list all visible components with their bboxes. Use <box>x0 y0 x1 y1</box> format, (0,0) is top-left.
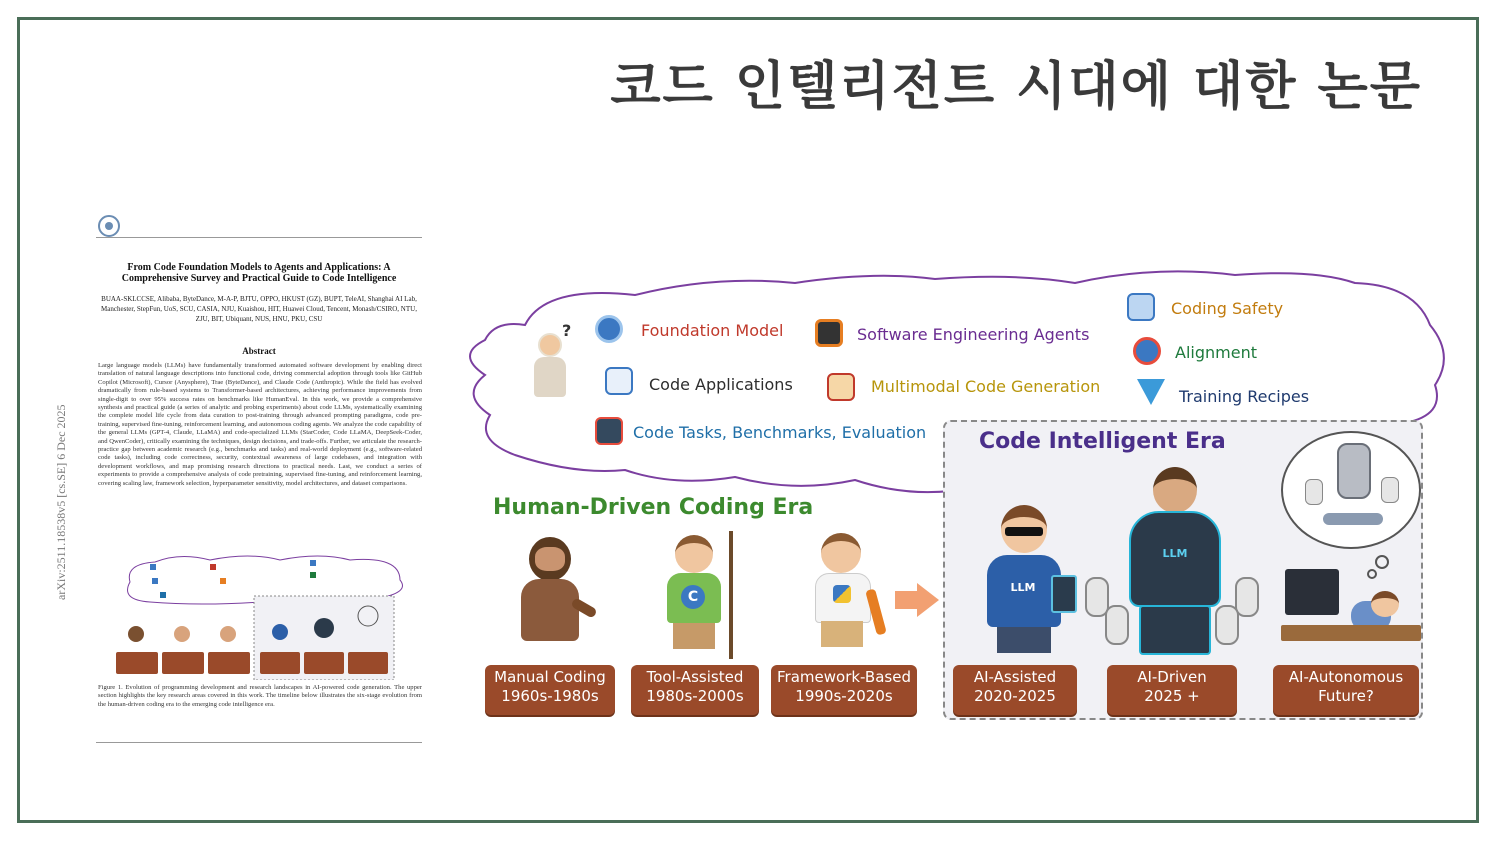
foundation-model-icon <box>595 315 623 343</box>
cloud-item-multimodal-code-generation: Multimodal Code Generation <box>871 377 1101 396</box>
evolution-figure <box>455 265 1455 725</box>
helper-robot-icon <box>1235 577 1259 617</box>
llm-armor-badge: LLM <box>1162 547 1188 560</box>
stage-period: 1990s-2020s <box>795 687 893 705</box>
python-logo-icon <box>833 585 851 603</box>
small-robot-icon <box>1381 477 1399 503</box>
code-tasks-icon <box>595 417 623 445</box>
stage-name: AI-Driven <box>1137 668 1207 686</box>
footer-rule <box>96 742 422 743</box>
helper-robot-icon <box>1215 605 1239 645</box>
cloud-item-training-recipes: Training Recipes <box>1179 387 1310 406</box>
stage-label-ai-assisted <box>953 665 1077 715</box>
small-robot-icon <box>1305 479 1323 505</box>
cloud-item-code-tasks: Code Tasks, Benchmarks, Evaluation <box>633 423 927 442</box>
cloud-item-foundation-model: Foundation Model <box>641 321 784 340</box>
university-logo-icon <box>98 215 120 237</box>
stage-label-ai-driven <box>1107 665 1237 715</box>
cloud-item-code-applications: Code Applications <box>649 375 793 394</box>
stage-period: 1960s-1980s <box>501 687 599 705</box>
stage-label-manual-coding <box>485 665 615 715</box>
cloud-item-software-engineering-agents: Software Engineering Agents <box>857 325 1090 344</box>
stage-period: Future? <box>1318 687 1374 705</box>
alignment-icon <box>1133 337 1161 365</box>
sleeping-developer-figure <box>1281 565 1421 657</box>
c-language-logo-icon: C <box>681 585 705 609</box>
stage-period: 2025 + <box>1144 687 1200 705</box>
figure-thumbnail <box>110 552 414 680</box>
era-transition-arrow-head <box>917 583 939 617</box>
stage-label-ai-autonomous <box>1273 665 1419 715</box>
caveman-figure <box>505 537 595 657</box>
figure-caption: Figure 1. Evolution of programming development and research landscapes in AI-powered code generation. The upper section highlights the key research areas covered in this work. The timeline below illustrates the six-stage evolution from the human-driven coding era to the emerging code intelligence era. <box>98 684 422 708</box>
abstract-heading: Abstract <box>242 346 276 356</box>
boy-with-spear-figure <box>655 535 745 659</box>
paper-title: From Code Foundation Models to Agents and Applications: A Comprehensive Survey and Practical Guide to Code Intelligence <box>121 262 397 284</box>
stage-label-framework-based <box>771 665 917 715</box>
helper-robot-icon <box>1105 605 1129 645</box>
multimodal-generation-icon <box>827 373 855 401</box>
stage-name: AI-Assisted <box>973 668 1057 686</box>
code-applications-icon <box>605 367 633 395</box>
sunglasses-icon <box>1005 527 1043 536</box>
boy-with-wrench-figure <box>805 533 895 657</box>
cloud-item-alignment: Alignment <box>1175 343 1257 362</box>
stage-period: 2020-2025 <box>974 687 1056 705</box>
paper-first-page <box>54 210 428 750</box>
cloud-item-coding-safety: Coding Safety <box>1171 299 1284 318</box>
stage-label-tool-assisted <box>631 665 759 715</box>
paper-affiliations: BUAA-SKLCCSE, Alibaba, ByteDance, M-A-P, BJTU, OPPO, HKUST (GZ), BUPT, TeleAI, Shanghai AI Lab, Manchester, StepFun, UoS, SCU, CASIA, NJU, Kuaishou, HIT, Huawei Cloud, Tencent, Monash/CSIRO, NTU, ZJU, BIT, Ubiquant, NUS, HNU, PKU, CSU <box>101 295 417 323</box>
arxiv-identifier: arXiv:2511.18538v5 [cs.SE] 6 Dec 2025 <box>54 404 68 600</box>
robot-thought-bubble <box>1281 431 1421 549</box>
developer-with-tablet-figure <box>975 505 1075 657</box>
era-transition-arrow <box>895 591 917 609</box>
header-rule <box>96 237 422 238</box>
llm-hoodie-badge: LLM <box>1010 581 1036 594</box>
stage-name: AI-Autonomous <box>1288 668 1404 686</box>
stage-period: 1980s-2000s <box>646 687 744 705</box>
coding-safety-icon <box>1127 293 1155 321</box>
stage-name: Framework-Based <box>777 668 911 686</box>
giant-robot-icon <box>1337 443 1371 499</box>
professor-thinking-icon: ? <box>530 327 570 399</box>
spear-icon <box>729 531 733 659</box>
stage-name: Manual Coding <box>494 668 606 686</box>
abstract-body: Large language models (LLMs) have fundamentally transformed automated software development by enabling direct translation of natural language descriptions into functional code, driving commercial adoption through tools like GitHub Copilot (Microsoft), Cursor (Anysphere), Trae (ByteDance), and Claude Code (Anthropic). While the field has evolved dramatically from rule-based systems to Transformer-based architectures, achieving performance improvements from single-digit to over 95% success rates on benchmarks like HumanEval. In this work, we provide a comprehensive synthesis and practical guide (a series of analytic and probing experiments) about code LLMs, systematically examining the complete model life cycle from data curation to post-training through advanced prompting paradigms, code pre-training, supervised fine-tuning, reinforcement learning, and autonomous coding agents. We analyze the code capability of the general LLMs (GPT-4, Claude, LLaMA) and code-specialized LLMs (StarCoder, Code LLaMA, DeepSeek-Coder, and QwenCoder), critically examining the techniques, design decisions, and trade-offs. Further, we articulate the research-practice gap between academic research (e.g., benchmarks and tasks) and real-world deployment (e.g., software-related code tasks), including code correctness, security, contextual awareness of large codebases, and integration with development workflows, and map promising research directions to practical needs. Last, we conduct a series of experiments to provide a comprehensive analysis of code pretraining, supervised fine-tuning, and reinforcement learning, covering scaling law, framework selection, hyperparameter sensitivity, model architectures, and dataset comparisons. <box>98 362 422 487</box>
code-era-title: Code Intelligent Era <box>979 429 1226 454</box>
slide-title: 코드 인텔리전트 시대에 대한 논문 <box>610 57 1422 117</box>
desk-icon <box>1281 625 1421 641</box>
human-figures-icon <box>1323 513 1383 525</box>
training-funnel-icon <box>1137 379 1165 405</box>
human-era-title: Human-Driven Coding Era <box>493 495 814 520</box>
tablet-icon <box>1051 575 1077 613</box>
software-agents-icon <box>815 319 843 347</box>
stage-name: Tool-Assisted <box>646 668 744 686</box>
monitor-icon <box>1285 569 1339 615</box>
